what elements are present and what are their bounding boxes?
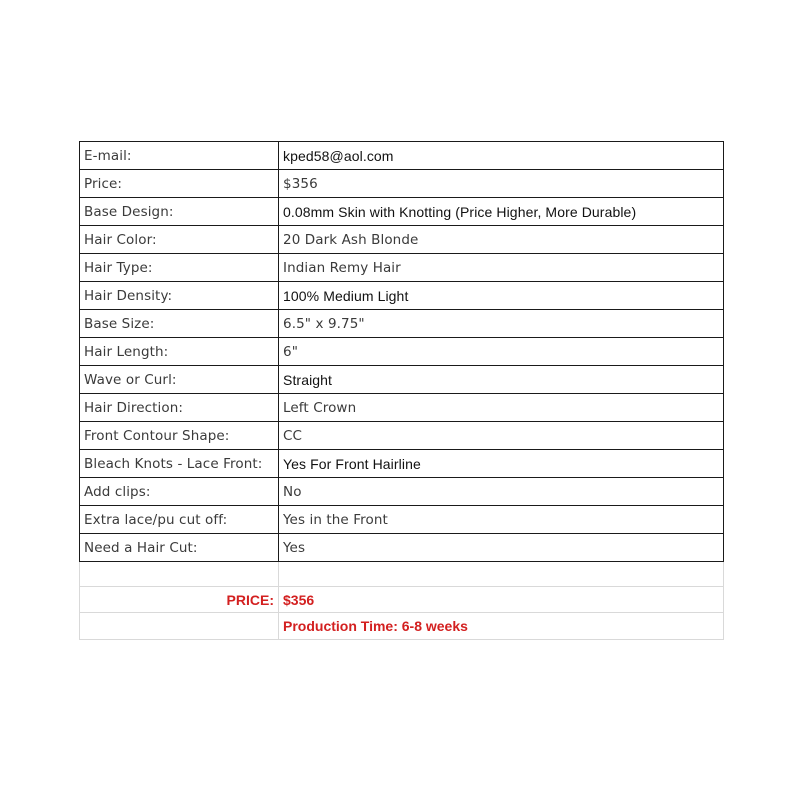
- hair-direction-label: Hair Direction:: [80, 394, 279, 422]
- add-clips-value: No: [279, 478, 724, 506]
- table-row-hair-length: [80, 338, 724, 366]
- table-row-base-size: [80, 310, 724, 338]
- spacer-row: [80, 562, 724, 587]
- extra-lace-cut-off-value: Yes in the Front: [279, 506, 724, 534]
- table-row-email: [80, 142, 724, 170]
- hair-type-value: Indian Remy Hair: [279, 254, 724, 282]
- bleach-knots-label: Bleach Knots - Lace Front:: [80, 450, 279, 478]
- front-contour-shape-label: Front Contour Shape:: [80, 422, 279, 450]
- price-value: $356: [279, 170, 724, 198]
- hair-length-label: Hair Length:: [80, 338, 279, 366]
- email-label: E-mail:: [80, 142, 279, 170]
- hair-direction-value: Left Crown: [279, 394, 724, 422]
- table-row-need-hair-cut: [80, 534, 724, 562]
- hair-length-value: 6": [279, 338, 724, 366]
- bleach-knots-value: Yes For Front Hairline: [279, 450, 724, 478]
- table-row-hair-type: [80, 254, 724, 282]
- table-row-wave-or-curl: [80, 366, 724, 394]
- front-contour-shape-value: CC: [279, 422, 724, 450]
- table-row-base-design: [80, 198, 724, 226]
- table-row-hair-density: [80, 282, 724, 310]
- hair-type-label: Hair Type:: [80, 254, 279, 282]
- need-hair-cut-value: Yes: [279, 534, 724, 562]
- spacer-cell-right: [279, 562, 724, 587]
- add-clips-label: Add clips:: [80, 478, 279, 506]
- base-design-label: Base Design:: [80, 198, 279, 226]
- table-row-front-contour-shape: [80, 422, 724, 450]
- email-value: kped58@aol.com: [279, 142, 724, 170]
- hair-color-label: Hair Color:: [80, 226, 279, 254]
- total-price-row: [80, 587, 724, 613]
- production-time-value: Production Time: 6-8 weeks: [279, 613, 724, 640]
- wave-or-curl-value: Straight: [279, 366, 724, 394]
- need-hair-cut-label: Need a Hair Cut:: [80, 534, 279, 562]
- table-row-bleach-knots: [80, 450, 724, 478]
- production-time-row: [80, 613, 724, 640]
- total-price-value: $356: [279, 587, 724, 613]
- base-size-label: Base Size:: [80, 310, 279, 338]
- hair-color-value: 20 Dark Ash Blonde: [279, 226, 724, 254]
- order-details-table: [79, 141, 724, 640]
- table-row-price: [80, 170, 724, 198]
- table-row-add-clips: [80, 478, 724, 506]
- base-size-value: 6.5" x 9.75": [279, 310, 724, 338]
- price-label: Price:: [80, 170, 279, 198]
- extra-lace-cut-off-label: Extra lace/pu cut off:: [80, 506, 279, 534]
- hair-density-label: Hair Density:: [80, 282, 279, 310]
- hair-density-value: 100% Medium Light: [279, 282, 724, 310]
- table-row-hair-direction: [80, 394, 724, 422]
- wave-or-curl-label: Wave or Curl:: [80, 366, 279, 394]
- spacer-cell-left: [80, 562, 279, 587]
- base-design-value: 0.08mm Skin with Knotting (Price Higher, More Durable): [279, 198, 724, 226]
- production-time-empty-cell: [80, 613, 279, 640]
- table-row-extra-lace-cut-off: [80, 506, 724, 534]
- table-row-hair-color: [80, 226, 724, 254]
- total-price-label: PRICE:: [80, 587, 279, 613]
